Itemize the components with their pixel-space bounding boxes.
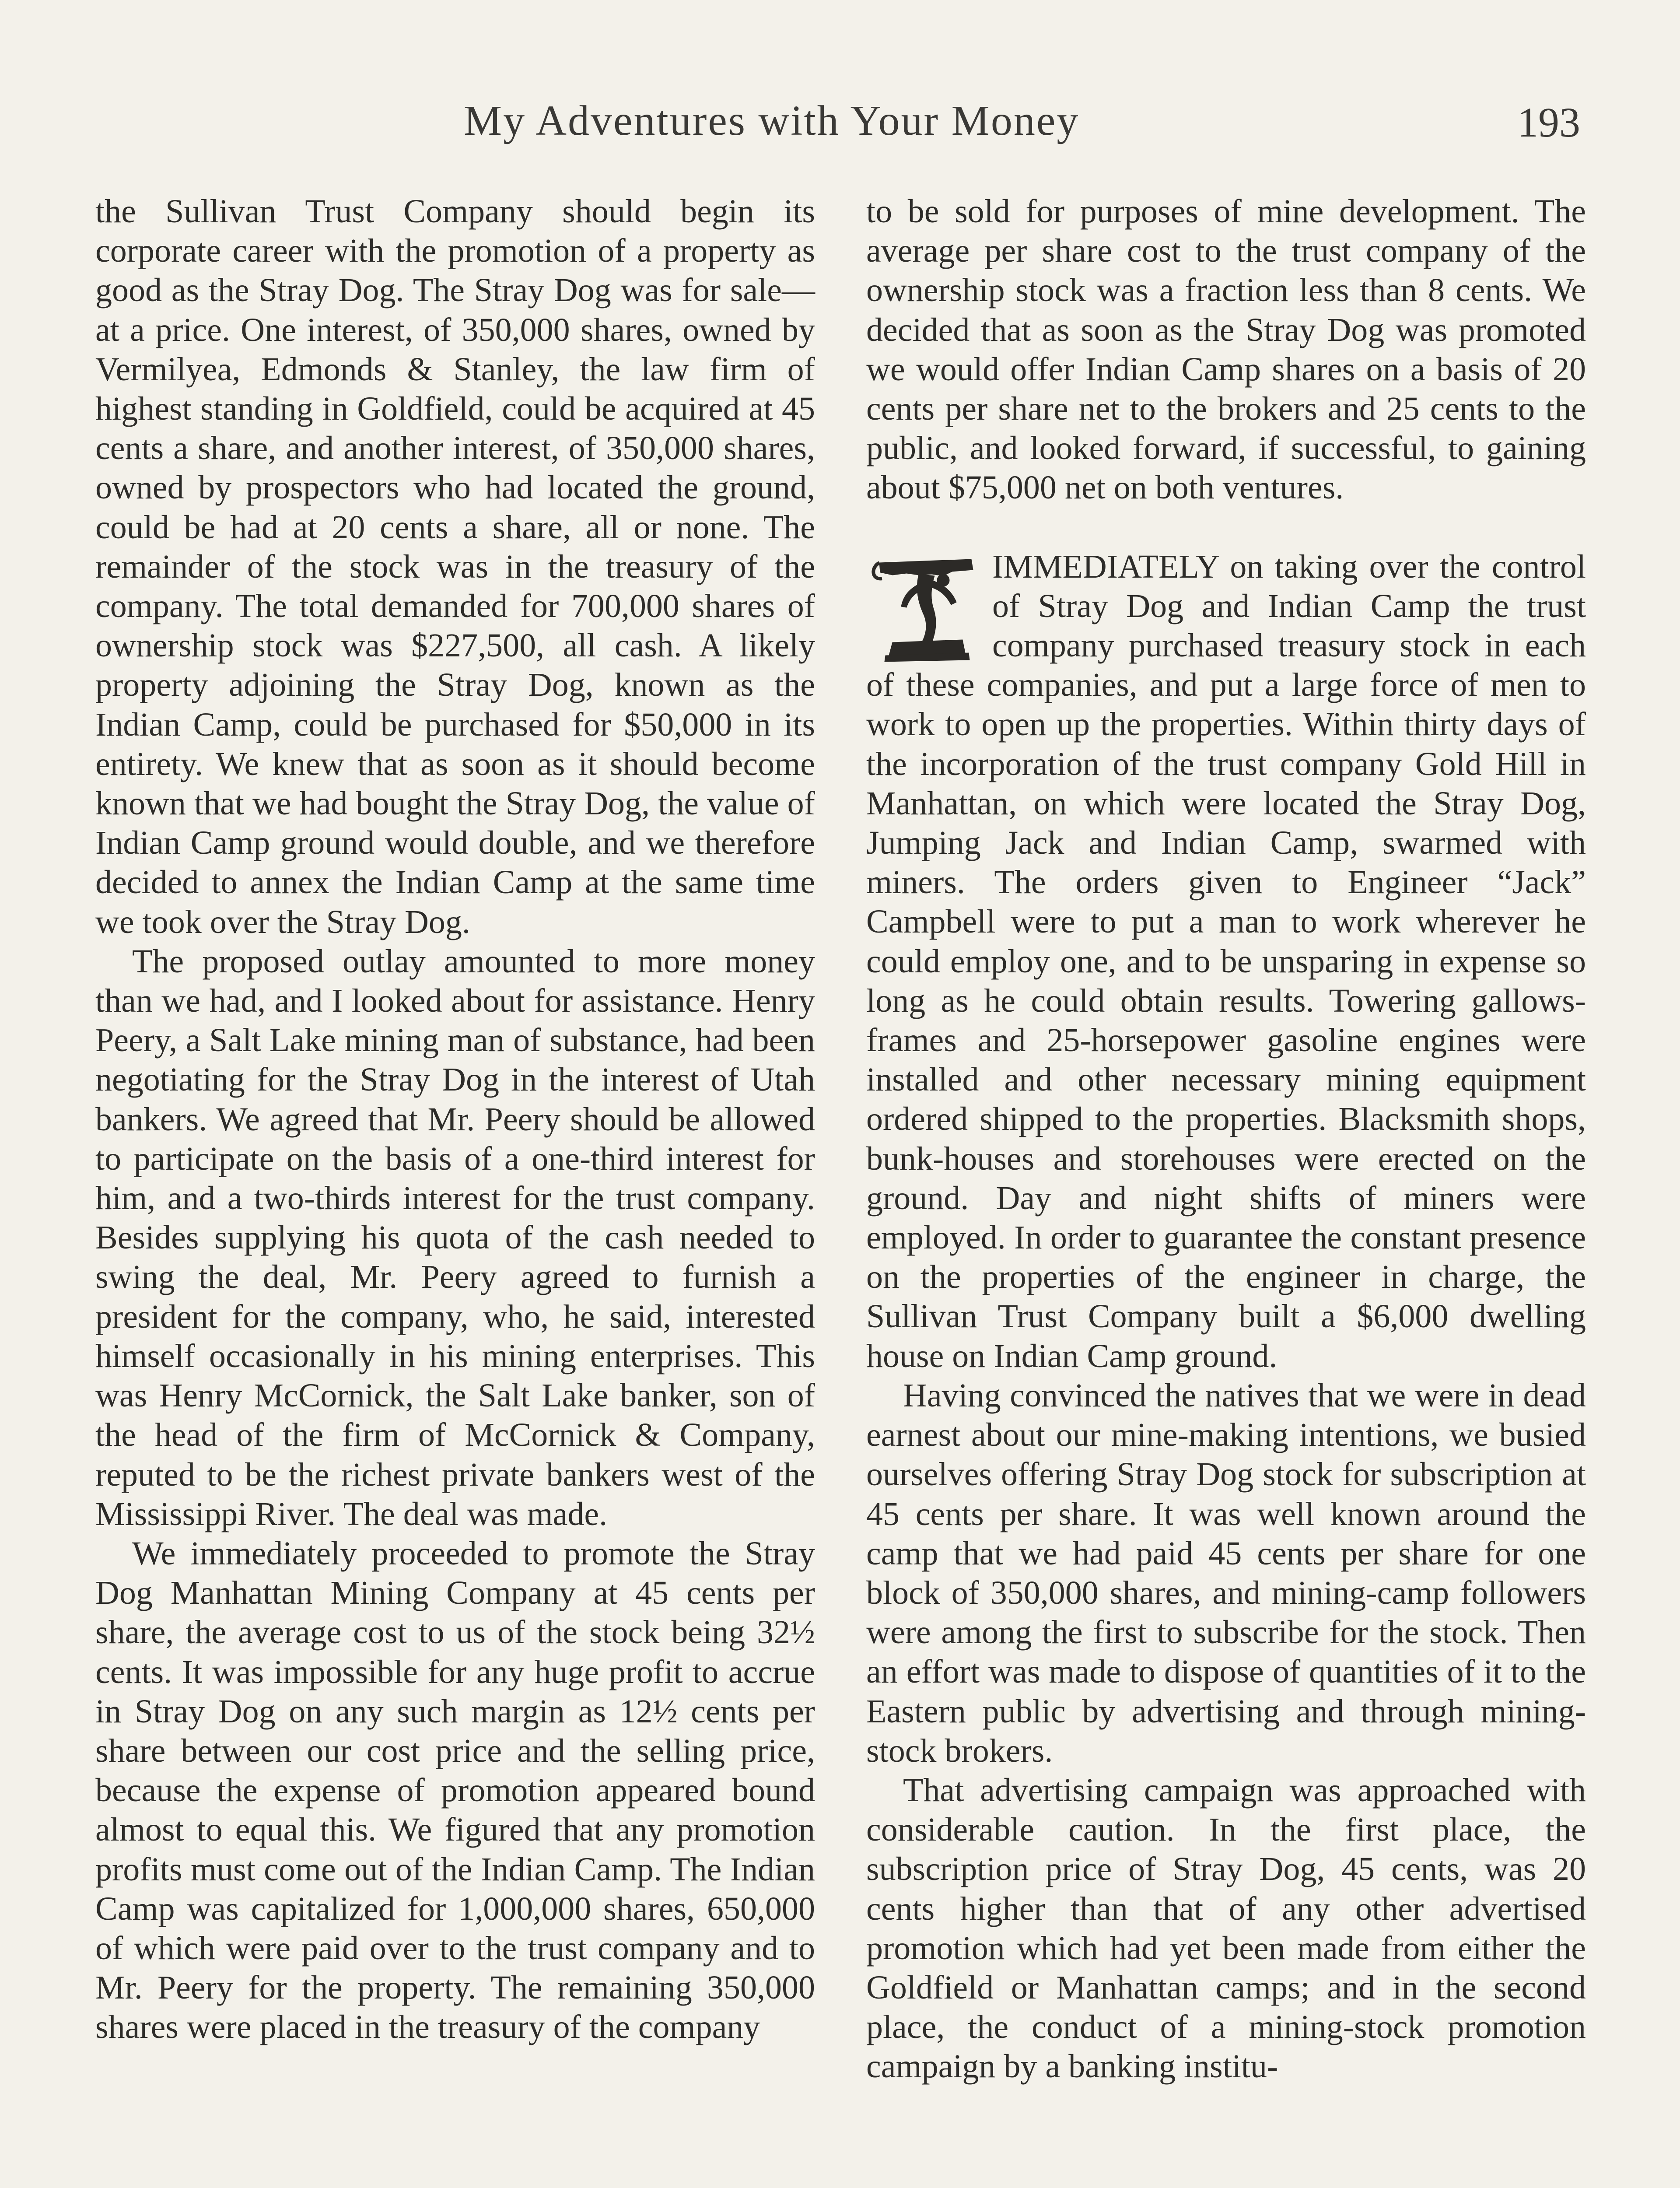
right-column (866, 192, 1586, 2086)
running-title: My Adventures with Your Money (464, 97, 1080, 144)
right-paragraph-4: That advertising campaign was approached with considerable caution. In the first place, the subscription price of Stray Dog, 45 cents, was 20 cents higher than that of any other advertised promotion which had yet been made from either the Goldfield or Manhattan camps; and in the second place, the conduct of a mining-stock promotion campaign by a banking institu- (866, 1771, 1586, 2085)
left-paragraph-1: the Sullivan Trust Company should begin its corporate career with the promotion of a property as good as the Stray Dog. The Stray Dog was for sale—at a price. One interest, of 350,000 shares, owned by Vermilyea, Edmonds & Stanley, the law firm of highest standing in Goldfield, could be acquired at 45 cents a share, and another interest, of 350,000 shares, owned by prospectors who had located the ground, could be had at 20 cents a share, all or none. The remainder of the stock was in the treasury of the company. The total demanded for 700,000 shares of ownership stock was $227,500, all cash. A likely property adjoining the Stray Dog, known as the Indian Camp, could be purchased for $50,000 in its entirety. We knew that as soon as it should become known that we had bought the Stray Dog, the value of Indian Camp ground would double, and we therefore decided to annex the Indian Camp at the same time we took over the Stray Dog. (95, 193, 815, 940)
left-column (95, 192, 815, 2047)
left-paragraph-3: We immediately proceeded to promote the Stray Dog Manhattan Mining Company at 45 cents per share, the average cost to us of the stock being 32½ cents. It was impossible for any huge profit to accrue in Stray Dog on any such margin as 12½ cents per share between our cost price and the selling price, because the expense of promotion appeared bound almost to equal this. We figured that any promotion profits must come out of the Indian Camp. The Indian Camp was capitalized for 1,000,000 shares, 650,000 of which were paid over to the trust company and to Mr. Peery for the property. The remaining 350,000 shares were placed in the treasury of the company (95, 1535, 815, 2046)
right-paragraph-2: IMMEDIATELY on taking over the control of Stray Dog and Indian Camp the trust company purchased treasury stock in each of these companies, and put a large force of men to work to open up the properties. Within thirty days of the incorporation of the trust company Gold Hill in Manhattan, on which were located the Stray Dog, Jumping Jack and Indian Camp, swarmed with miners. The orders given to Engineer “Jack” Campbell were to put a man to work wherever he could employ one, and to be unsparing in expense so long as he could obtain results. Towering gallows-frames and 25-horsepower gasoline engines were installed and other necessary mining equipment ordered shipped to the properties. Blacksmith shops, bunk-houses and storehouses were erected on the ground. Day and night shifts of miners were employed. In order to guarantee the constant presence on the properties of the engineer in charge, the Sullivan Trust Company built a $6,000 dwelling house on Indian Camp ground. (866, 548, 1586, 1375)
left-paragraph-2: The proposed outlay amounted to more money than we had, and I looked about for assistance. Henry Peery, a Salt Lake mining man of substance, had been negotiating for the Stray Dog in the interest of Utah bankers. We agreed that Mr. Peery should be allowed to participate on the basis of a one-third interest for him, and a two-thirds interest for the trust company. Besides supplying his quota of the cash needed to swing the deal, Mr. Peery agreed to furnish a president for the company, who, he said, interested himself occasionally in his mining enterprises. This was Henry McCornick, the Salt Lake banker, son of the head of the firm of McCornick & Company, reputed to be the richest private bankers west of the Mississippi River. The deal was made. (95, 943, 815, 1532)
page-number: 193 (1517, 99, 1580, 146)
ornamental-initial-t-icon (866, 550, 984, 665)
right-paragraph-3: Having convinced the natives that we were in dead earnest about our mine-making intentions, we busied ourselves offering Stray Dog stock for subscription at 45 cents per share. It was well known around the camp that we had paid 45 cents per share for one block of 350,000 shares, and mining-camp followers were among the first to subscribe for the stock. Then an effort was made to dispose of quantities of it to the Eastern public by advertising and through mining-stock brokers. (866, 1377, 1586, 1769)
running-head (0, 88, 1680, 153)
right-paragraph-1: to be sold for purposes of mine development. The average per share cost to the trust company of the ownership stock was a fraction less than 8 cents. We decided that as soon as the Stray Dog was promoted we would offer Indian Camp shares on a basis of 20 cents per share net to the brokers and 25 cents to the public, and looked forward, if successful, to gaining about $75,000 net on both ventures. (866, 193, 1586, 506)
dropcap-section (866, 547, 1586, 1376)
